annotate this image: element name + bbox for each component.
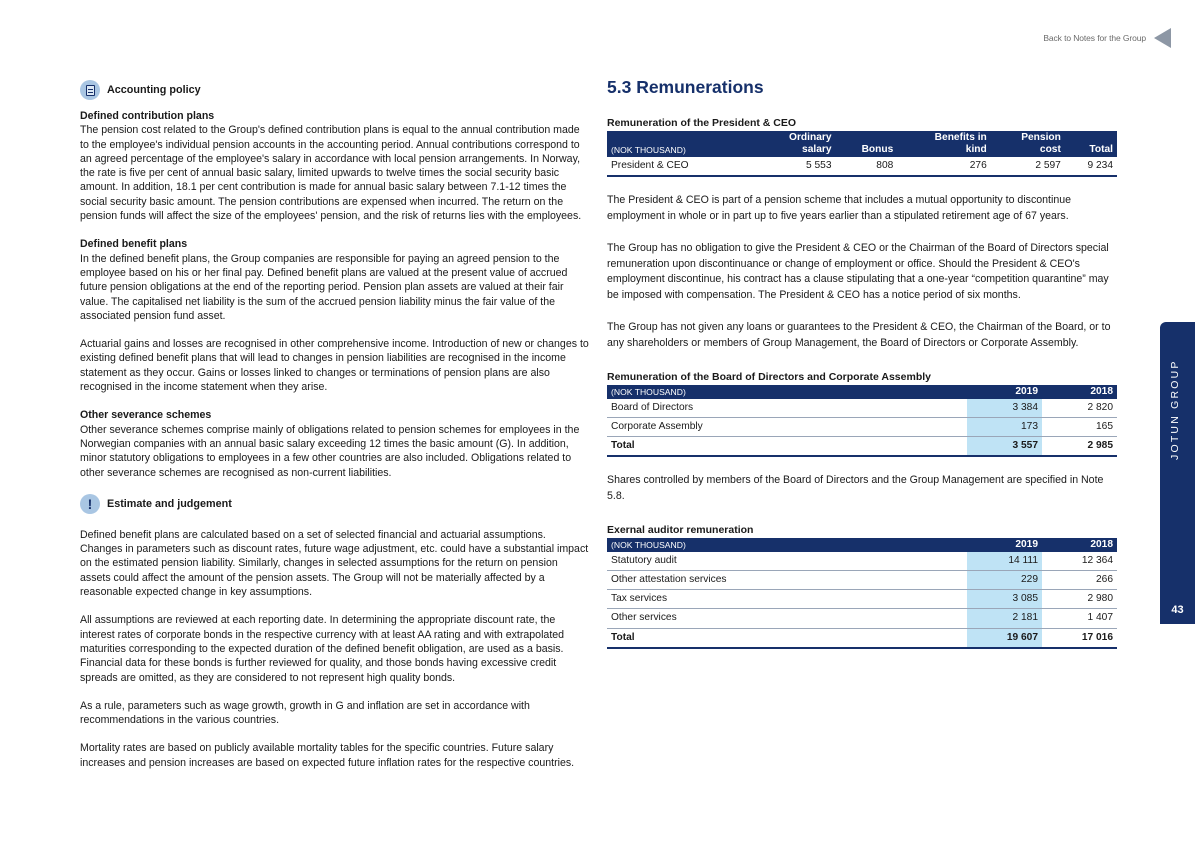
defined-benefit-title: Defined benefit plans — [80, 238, 188, 251]
page-title: 5.3 Remunerations — [607, 77, 764, 97]
other-severance-text: Other severance schemes comprise mainly of obligations related to pension schemes for employees in the Norwegian companies with an annual basic salary exceeding 12 times the basic amount (G). In addition, minor statutory obligations to employees in a few other countries are also included. Obligations related to other severance schemes are recognised as non-current liabilities. — [80, 423, 580, 479]
auditor-table-block — [607, 523, 1117, 649]
table-cell: 1 407 — [1087, 612, 1113, 624]
ceo-table-title: Remuneration of the President & CEO — [607, 117, 797, 129]
table-cell: 266 — [1096, 573, 1113, 585]
side-tab-label: JOTUN GROUP — [1169, 359, 1181, 460]
table-cell: 2 820 — [1087, 401, 1113, 413]
defined-benefit-text: In the defined benefit plans, the Group companies are responsible for paying an agreed pension to the employee based on his or her final pay. Defined benefit plans are valued at the present value of accrued future pension obligations at the end of the reporting period. Pension plan assets are valued at their fair value. The capitalised net liability is the sum of the accrued pension liability minus the fair value of the associated pension fund asset. — [80, 252, 568, 322]
table-cell: Corporate Assembly — [611, 420, 703, 432]
board-remuneration-table — [607, 385, 1117, 458]
table-cell: 3 085 — [967, 590, 1042, 609]
defined-contribution-title: Defined contribution plans — [80, 110, 215, 122]
table-cell: Total — [611, 631, 635, 643]
ceo-paragraph: The Group has not given any loans or guarantees to the President & CEO, the Chairman of the Board, or to any shareholders or members of Group Management, the Board of Directors or Corporate Assembly. — [607, 320, 1111, 349]
table-cell: Tax services — [611, 593, 668, 605]
table-total-row — [607, 628, 1117, 648]
table-cell: Total — [611, 439, 635, 451]
actuarial-text: Actuarial gains and losses are recognised in other comprehensive income. Introduction of new or changes to existing defined benefit plans that will lead to changes in pension liabilities are recognised in the income statement as they occur. Gains or losses linked to changes or terminations of pension plans are also recognised in the income statement when they arise. — [80, 338, 589, 394]
table-row — [607, 590, 1117, 609]
column-header: Benefits in kind — [897, 131, 990, 157]
table-cell: 173 — [967, 417, 1042, 436]
table-header-row — [607, 385, 1117, 399]
left-column — [80, 80, 590, 784]
triangle-left-icon[interactable] — [1154, 28, 1171, 48]
other-severance-section — [80, 408, 590, 479]
table-row — [607, 570, 1117, 589]
column-header: Ordinary salary — [757, 131, 836, 157]
table-row — [607, 609, 1117, 628]
page-number: 43 — [1171, 604, 1184, 616]
auditor-remuneration-table — [607, 538, 1117, 649]
defined-contribution-section — [80, 109, 590, 223]
table-cell: 9 234 — [1087, 160, 1113, 171]
board-table-title: Remuneration of the Board of Directors and Corporate Assembly — [607, 370, 931, 383]
defined-benefit-section — [80, 237, 590, 323]
table-cell: 808 — [876, 160, 894, 171]
table-cell: 276 — [969, 160, 987, 171]
table-cell: 2 597 — [1035, 160, 1061, 171]
column-header: (NOK THOUSAND) — [607, 385, 967, 399]
column-header: (NOK THOUSAND) — [607, 131, 757, 157]
back-to-notes-link[interactable] — [1043, 28, 1171, 48]
shares-paragraph: Shares controlled by members of the Board of Directors and the Group Management are specified in Note 5.8. — [607, 474, 1104, 502]
accounting-policy-title: Accounting policy — [107, 83, 201, 96]
table-cell: 19 607 — [967, 628, 1042, 648]
estimate-paragraph: Mortality rates are based on publicly available mortality tables for the specific countries. Future salary increases and pension increases are based on expected future inflation rates for the respective countries. — [80, 742, 575, 769]
table-cell: 165 — [1096, 420, 1113, 432]
table-cell: Other services — [611, 612, 677, 624]
estimate-title: Estimate and judgement — [107, 497, 232, 510]
table-cell: President & CEO — [611, 160, 689, 171]
document-icon — [80, 80, 100, 100]
column-header: (NOK THOUSAND) — [607, 538, 967, 552]
board-table-block — [607, 370, 1117, 458]
ceo-paragraph: The Group has no obligation to give the President & CEO or the Chairman of the Board of Directors special remuneration upon discontinuance or change of employment or office. Should the President & CEO's employment discontinue, his contract has a clause stipulating that a one-year “competition quarantine” may be imposed with compensation. The President & CEO has a notice period of six months. — [607, 241, 1109, 302]
table-cell: Other attestation services — [611, 573, 727, 585]
accounting-policy-header — [80, 80, 590, 100]
column-header: 2019 — [967, 538, 1042, 552]
column-header: Pension cost — [991, 131, 1065, 157]
auditor-table-title: Exernal auditor remuneration — [607, 523, 754, 536]
table-header-row — [607, 131, 1117, 157]
column-header: Total — [1065, 131, 1117, 157]
estimate-paragraph: As a rule, parameters such as wage growth, growth in G and inflation are set in accordance with recommendations in the various countries. — [80, 699, 530, 727]
table-cell: Statutory audit — [611, 554, 677, 566]
table-header-row — [607, 538, 1117, 552]
column-header: Bonus — [836, 131, 898, 157]
table-cell: 5 553 — [806, 160, 832, 171]
column-header: 2018 — [1042, 538, 1117, 552]
side-tab — [1160, 322, 1195, 624]
table-cell: 3 557 — [967, 436, 1042, 456]
back-link-label: Back to Notes for the Group — [1043, 33, 1146, 43]
table-cell: 2 980 — [1087, 593, 1113, 605]
table-total-row — [607, 436, 1117, 456]
defined-contribution-text: The pension cost related to the Group's defined contribution plans is equal to the annual contribution made to the employee's individual pension accounts in the accounting period. Annual contributions correspond to an agreed percentage of the employee's salary in accordance with local pension arrangements. In Norway, the rate is five per cent of annual basic salary, limited upwards to twelve times the social security basic amount. In addition, 18.1 per cent contribution is made for annual basic salary between 7.1-12 times the social security basic amount. The pension contributions are expensed when incurred. The return on the pension funds will affect the size of the employees' pension, and the risk of returns lies with the employees. — [80, 124, 582, 223]
table-cell: 14 111 — [967, 552, 1042, 571]
table-cell: 2 181 — [967, 609, 1042, 628]
column-header: 2019 — [967, 385, 1042, 399]
table-cell: 17 016 — [1081, 631, 1113, 643]
exclamation-icon: ! — [80, 494, 100, 514]
table-cell: 12 364 — [1081, 554, 1113, 566]
ceo-paragraph: The President & CEO is part of a pension scheme that includes a mutual opportunity to discontinue employment in whole or in part up to five years earlier than a stipulated retirement age of 67 years. — [607, 194, 1072, 222]
table-row — [607, 399, 1117, 418]
estimate-paragraph: Defined benefit plans are calculated based on a set of selected financial and actuarial assumptions. Changes in parameters such as discount rates, future wage adjustment, etc. could have a substantial impact on the estimated pension liability. Similarly, changes in selected assumptions for the return on pension assets could affect the amount of the pension assets. The Group will not be materially affected by a reasonable expected change in key assumptions. — [80, 528, 589, 599]
table-row — [607, 552, 1117, 571]
column-header: 2018 — [1042, 385, 1117, 399]
right-column — [607, 76, 1117, 649]
estimate-header — [80, 494, 590, 514]
table-row — [607, 157, 1117, 176]
table-cell: 2 985 — [1087, 439, 1113, 451]
table-cell: 229 — [967, 570, 1042, 589]
table-cell: 3 384 — [967, 399, 1042, 418]
table-cell: Board of Directors — [611, 401, 694, 413]
ceo-remuneration-table — [607, 131, 1117, 177]
table-row — [607, 417, 1117, 436]
estimate-paragraph: All assumptions are reviewed at each reporting date. In determining the appropriate discount rate, the interest rates of corporate bonds in the respective currency with at least AA rating and with extrapolated maturities corresponding to the expected duration of the defined benefit obligation, are used as a basis. Financial data for these bonds is further reviewed for quality, and those bonds having excessive credit spreads are omitted, as they are considered to not represent high quality bonds. — [80, 614, 565, 684]
other-severance-title: Other severance schemes — [80, 409, 212, 422]
